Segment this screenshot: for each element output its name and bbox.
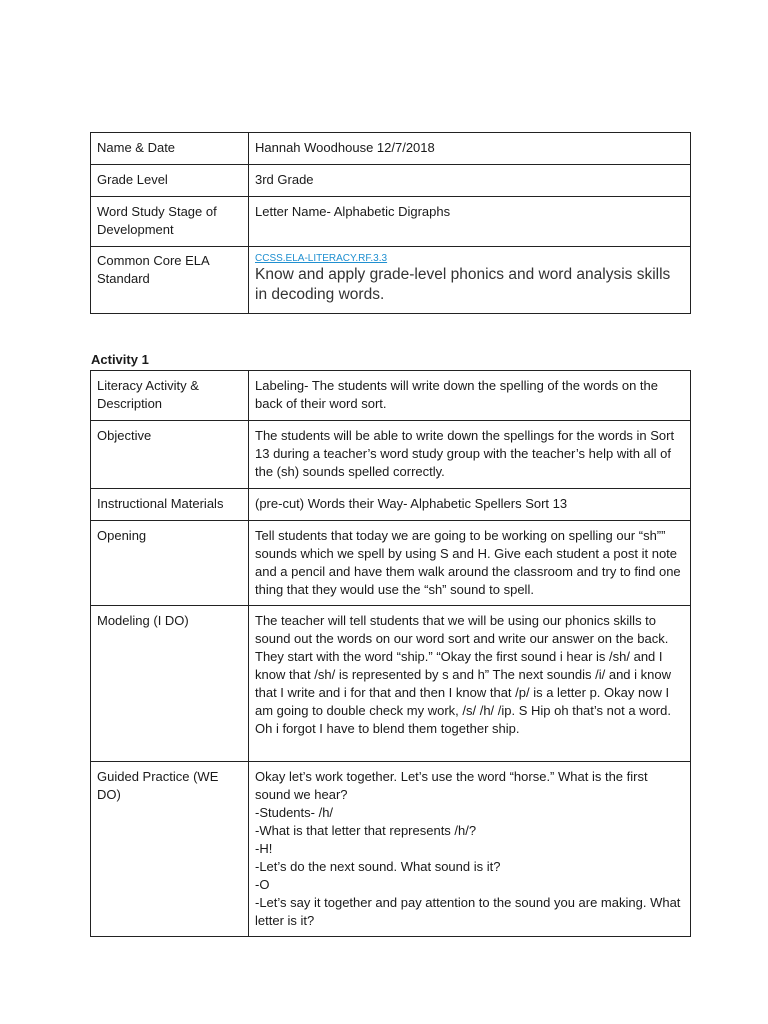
name-date-label: Name & Date [91,133,249,165]
name-date-value: Hannah Woodhouse 12/7/2018 [249,133,691,165]
modeling-value: The teacher will tell students that we will be using our phonics skills to sound out the words on our word sort and write our answer on the back. They start with the word “ship.” “Okay the first sound i hear is /sh/ and I know that /sh/ is represented by s and h” The next soundis /i/ and i know that I write and i for that and then I know that /p/ is a letter p. Okay now I am going to double check my work, /s/ /h/ /ip. S Hip oh that’s not a word. Oh i forgot I have to blend them together ship. [249,606,691,762]
activity-row-literacy [91,371,691,421]
literacy-activity-value: Labeling- The students will write down the spelling of the words on the back of their word sort. [249,371,691,421]
activity-table [90,370,691,937]
objective-value: The students will be able to write down the spellings for the words in Sort 13 during a teacher’s word study group with the teacher’s help with all of the (sh) sounds spelled correctly. [249,421,691,489]
guided-line: -Students- /h/ [255,805,334,820]
guided-practice-label: Guided Practice (WE DO) [91,762,249,937]
materials-label: Instructional Materials [91,489,249,521]
literacy-activity-label: Literacy Activity & Description [91,371,249,421]
guided-line: -O [255,877,270,892]
ccss-standard-label: Common Core ELA Standard [91,247,249,314]
word-study-stage-label: Word Study Stage of Development [91,197,249,247]
activity-row-objective [91,421,691,489]
guided-line: -Let’s do the next sound. What sound is it? [255,859,501,874]
materials-value: (pre-cut) Words their Way- Alphabetic Spellers Sort 13 [249,489,691,521]
info-row-word-study-stage [91,197,691,247]
info-row-grade-level [91,165,691,197]
activity-heading: Activity 1 [91,352,149,367]
ccss-standard-link[interactable]: CCSS.ELA-LITERACY.RF.3.3 [255,253,388,264]
word-study-stage-value: Letter Name- Alphabetic Digraphs [249,197,691,247]
info-row-ccss-standard [91,247,691,314]
opening-label: Opening [91,521,249,606]
info-row-name-date [91,133,691,165]
objective-label: Objective [91,421,249,489]
guided-practice-value [249,762,691,937]
guided-line: -Let’s say it together and pay attention to the sound you are making. What letter is it? [255,895,681,928]
guided-line: -H! [255,841,273,856]
activity-row-modeling [91,606,691,762]
ccss-standard-text: Know and apply grade-level phonics and word analysis skills in decoding words. [255,266,671,303]
ccss-standard-value [249,247,691,314]
guided-line: Okay let’s work together. Let’s use the word “horse.” What is the first sound we hear? [255,769,648,802]
opening-value: Tell students that today we are going to be working on spelling our “sh”” sounds which we spell by using S and H. Give each student a post it note and a pencil and have them walk around the classroom and try to find one thing that they would use the “sh” sound to spell. [249,521,691,606]
grade-level-value: 3rd Grade [249,165,691,197]
activity-row-guided-practice [91,762,691,937]
activity-row-materials [91,489,691,521]
modeling-label: Modeling (I DO) [91,606,249,762]
lesson-info-table [90,132,691,314]
grade-level-label: Grade Level [91,165,249,197]
activity-row-opening [91,521,691,606]
guided-line: -What is that letter that represents /h/? [255,823,477,838]
